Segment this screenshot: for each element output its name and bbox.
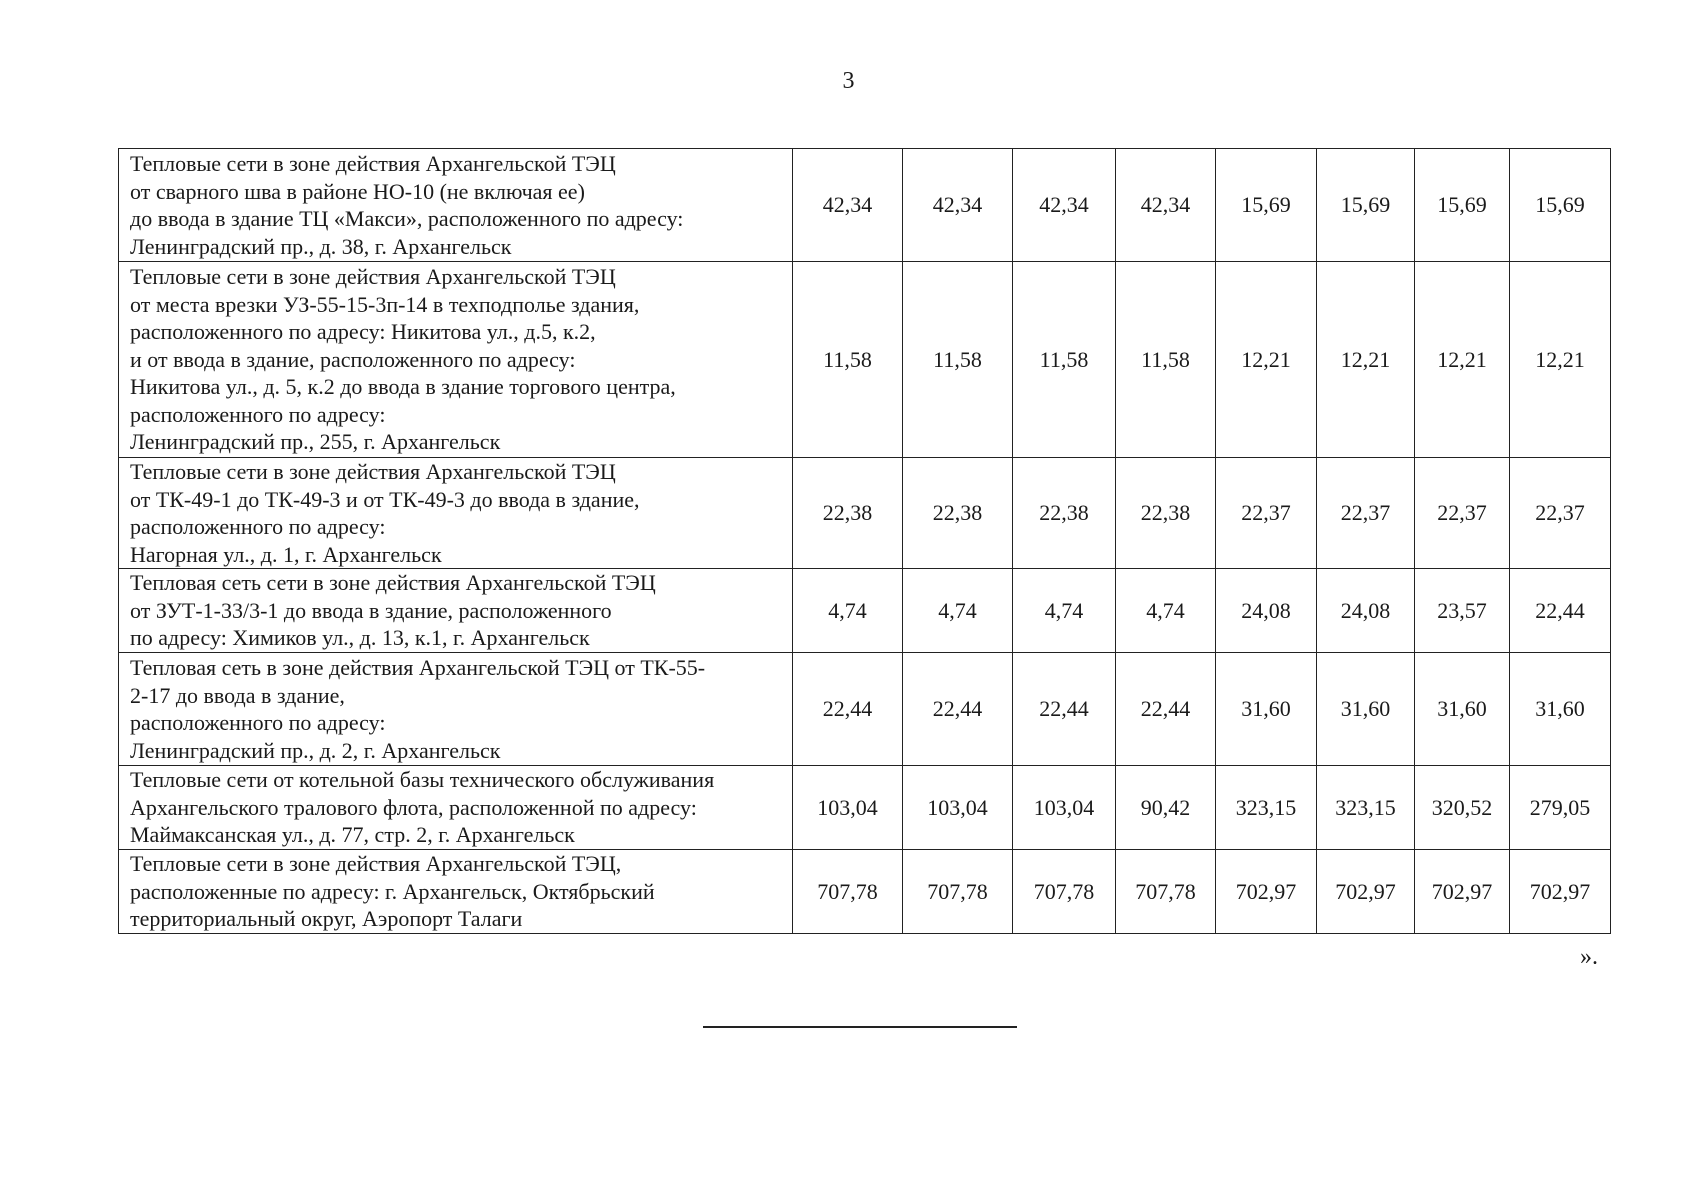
- value-cell: 22,37: [1510, 458, 1611, 569]
- value-cell: 22,37: [1216, 458, 1317, 569]
- value-cell: 22,44: [1116, 653, 1216, 766]
- row-description: Тепловая сеть сети в зоне действия Архангельской ТЭЦ от ЗУТ-1-33/3-1 до ввода в здание, расположенного по адресу: Химиков ул., д. 13, к.1, г. Архангельск: [119, 569, 793, 653]
- value-cell: 323,15: [1317, 766, 1415, 850]
- table-row: [119, 766, 1611, 850]
- value-cell: 702,97: [1415, 850, 1510, 934]
- value-cell: 42,34: [1116, 149, 1216, 262]
- value-cell: 103,04: [1013, 766, 1116, 850]
- value-cell: 4,74: [1116, 569, 1216, 653]
- value-cell: 22,38: [793, 458, 903, 569]
- value-cell: 323,15: [1216, 766, 1317, 850]
- value-cell: 702,97: [1216, 850, 1317, 934]
- value-cell: 31,60: [1510, 653, 1611, 766]
- value-cell: 31,60: [1216, 653, 1317, 766]
- value-cell: 702,97: [1510, 850, 1611, 934]
- value-cell: 707,78: [1013, 850, 1116, 934]
- table-body: [119, 149, 1611, 934]
- value-cell: 31,60: [1317, 653, 1415, 766]
- value-cell: 22,38: [1013, 458, 1116, 569]
- table-row: [119, 569, 1611, 653]
- table-row: [119, 149, 1611, 262]
- value-cell: 90,42: [1116, 766, 1216, 850]
- row-description: Тепловая сеть в зоне действия Архангельской ТЭЦ от ТК-55- 2-17 до ввода в здание, расположенного по адресу: Ленинградский пр., д. 2, г. Архангельск: [119, 653, 793, 766]
- value-cell: 4,74: [1013, 569, 1116, 653]
- value-cell: 42,34: [903, 149, 1013, 262]
- table-row: [119, 262, 1611, 458]
- row-description: Тепловые сети в зоне действия Архангельской ТЭЦ от сварного шва в районе НО-10 (не включая ее) до ввода в здание ТЦ «Макси», расположенного по адресу: Ленинградский пр., д. 38, г. Архангельск: [119, 149, 793, 262]
- value-cell: 42,34: [1013, 149, 1116, 262]
- value-cell: 22,38: [903, 458, 1013, 569]
- value-cell: 11,58: [1116, 262, 1216, 458]
- value-cell: 22,44: [1510, 569, 1611, 653]
- value-cell: 4,74: [793, 569, 903, 653]
- value-cell: 15,69: [1510, 149, 1611, 262]
- value-cell: 707,78: [1116, 850, 1216, 934]
- value-cell: 12,21: [1415, 262, 1510, 458]
- value-cell: 12,21: [1216, 262, 1317, 458]
- value-cell: 42,34: [793, 149, 903, 262]
- row-description: Тепловые сети от котельной базы технического обслуживания Архангельского тралового флота, расположенной по адресу: Маймаксанская ул., д. 77, стр. 2, г. Архангельск: [119, 766, 793, 850]
- tariff-table: [118, 148, 1611, 934]
- value-cell: 22,38: [1116, 458, 1216, 569]
- table-row: [119, 653, 1611, 766]
- row-description: Тепловые сети в зоне действия Архангельской ТЭЦ, расположенные по адресу: г. Архангельск, Октябрьский территориальный округ, Аэропорт Талаги: [119, 850, 793, 934]
- value-cell: 15,69: [1216, 149, 1317, 262]
- value-cell: 702,97: [1317, 850, 1415, 934]
- page-number: 3: [842, 68, 855, 94]
- value-cell: 22,44: [1013, 653, 1116, 766]
- value-cell: 24,08: [1216, 569, 1317, 653]
- value-cell: 22,44: [903, 653, 1013, 766]
- row-description: Тепловые сети в зоне действия Архангельской ТЭЦ от ТК-49-1 до ТК-49-3 и от ТК-49-3 до ввода в здание, расположенного по адресу: Нагорная ул., д. 1, г. Архангельск: [119, 458, 793, 569]
- value-cell: 707,78: [903, 850, 1013, 934]
- table-row: [119, 850, 1611, 934]
- value-cell: 103,04: [903, 766, 1013, 850]
- value-cell: 11,58: [1013, 262, 1116, 458]
- value-cell: 24,08: [1317, 569, 1415, 653]
- value-cell: 22,37: [1317, 458, 1415, 569]
- separator-line: [703, 1026, 1017, 1028]
- value-cell: 11,58: [793, 262, 903, 458]
- value-cell: 23,57: [1415, 569, 1510, 653]
- value-cell: 11,58: [903, 262, 1013, 458]
- value-cell: 707,78: [793, 850, 903, 934]
- value-cell: 15,69: [1317, 149, 1415, 262]
- value-cell: 103,04: [793, 766, 903, 850]
- value-cell: 279,05: [1510, 766, 1611, 850]
- value-cell: 22,37: [1415, 458, 1510, 569]
- table-row: [119, 458, 1611, 569]
- row-description: Тепловые сети в зоне действия Архангельской ТЭЦ от места врезки УЗ-55-15-3п-14 в техподполье здания, расположенного по адресу: Никитова ул., д.5, к.2, и от ввода в здание, расположенного по адресу: Никитова ул., д. 5, к.2 до ввода в здание торгового центра, расположенного по адресу: Ленинградский пр., 255, г. Архангельск: [119, 262, 793, 458]
- value-cell: 320,52: [1415, 766, 1510, 850]
- value-cell: 12,21: [1317, 262, 1415, 458]
- value-cell: 31,60: [1415, 653, 1510, 766]
- value-cell: 12,21: [1510, 262, 1611, 458]
- value-cell: 15,69: [1415, 149, 1510, 262]
- closing-quote: ».: [1580, 944, 1598, 970]
- value-cell: 4,74: [903, 569, 1013, 653]
- value-cell: 22,44: [793, 653, 903, 766]
